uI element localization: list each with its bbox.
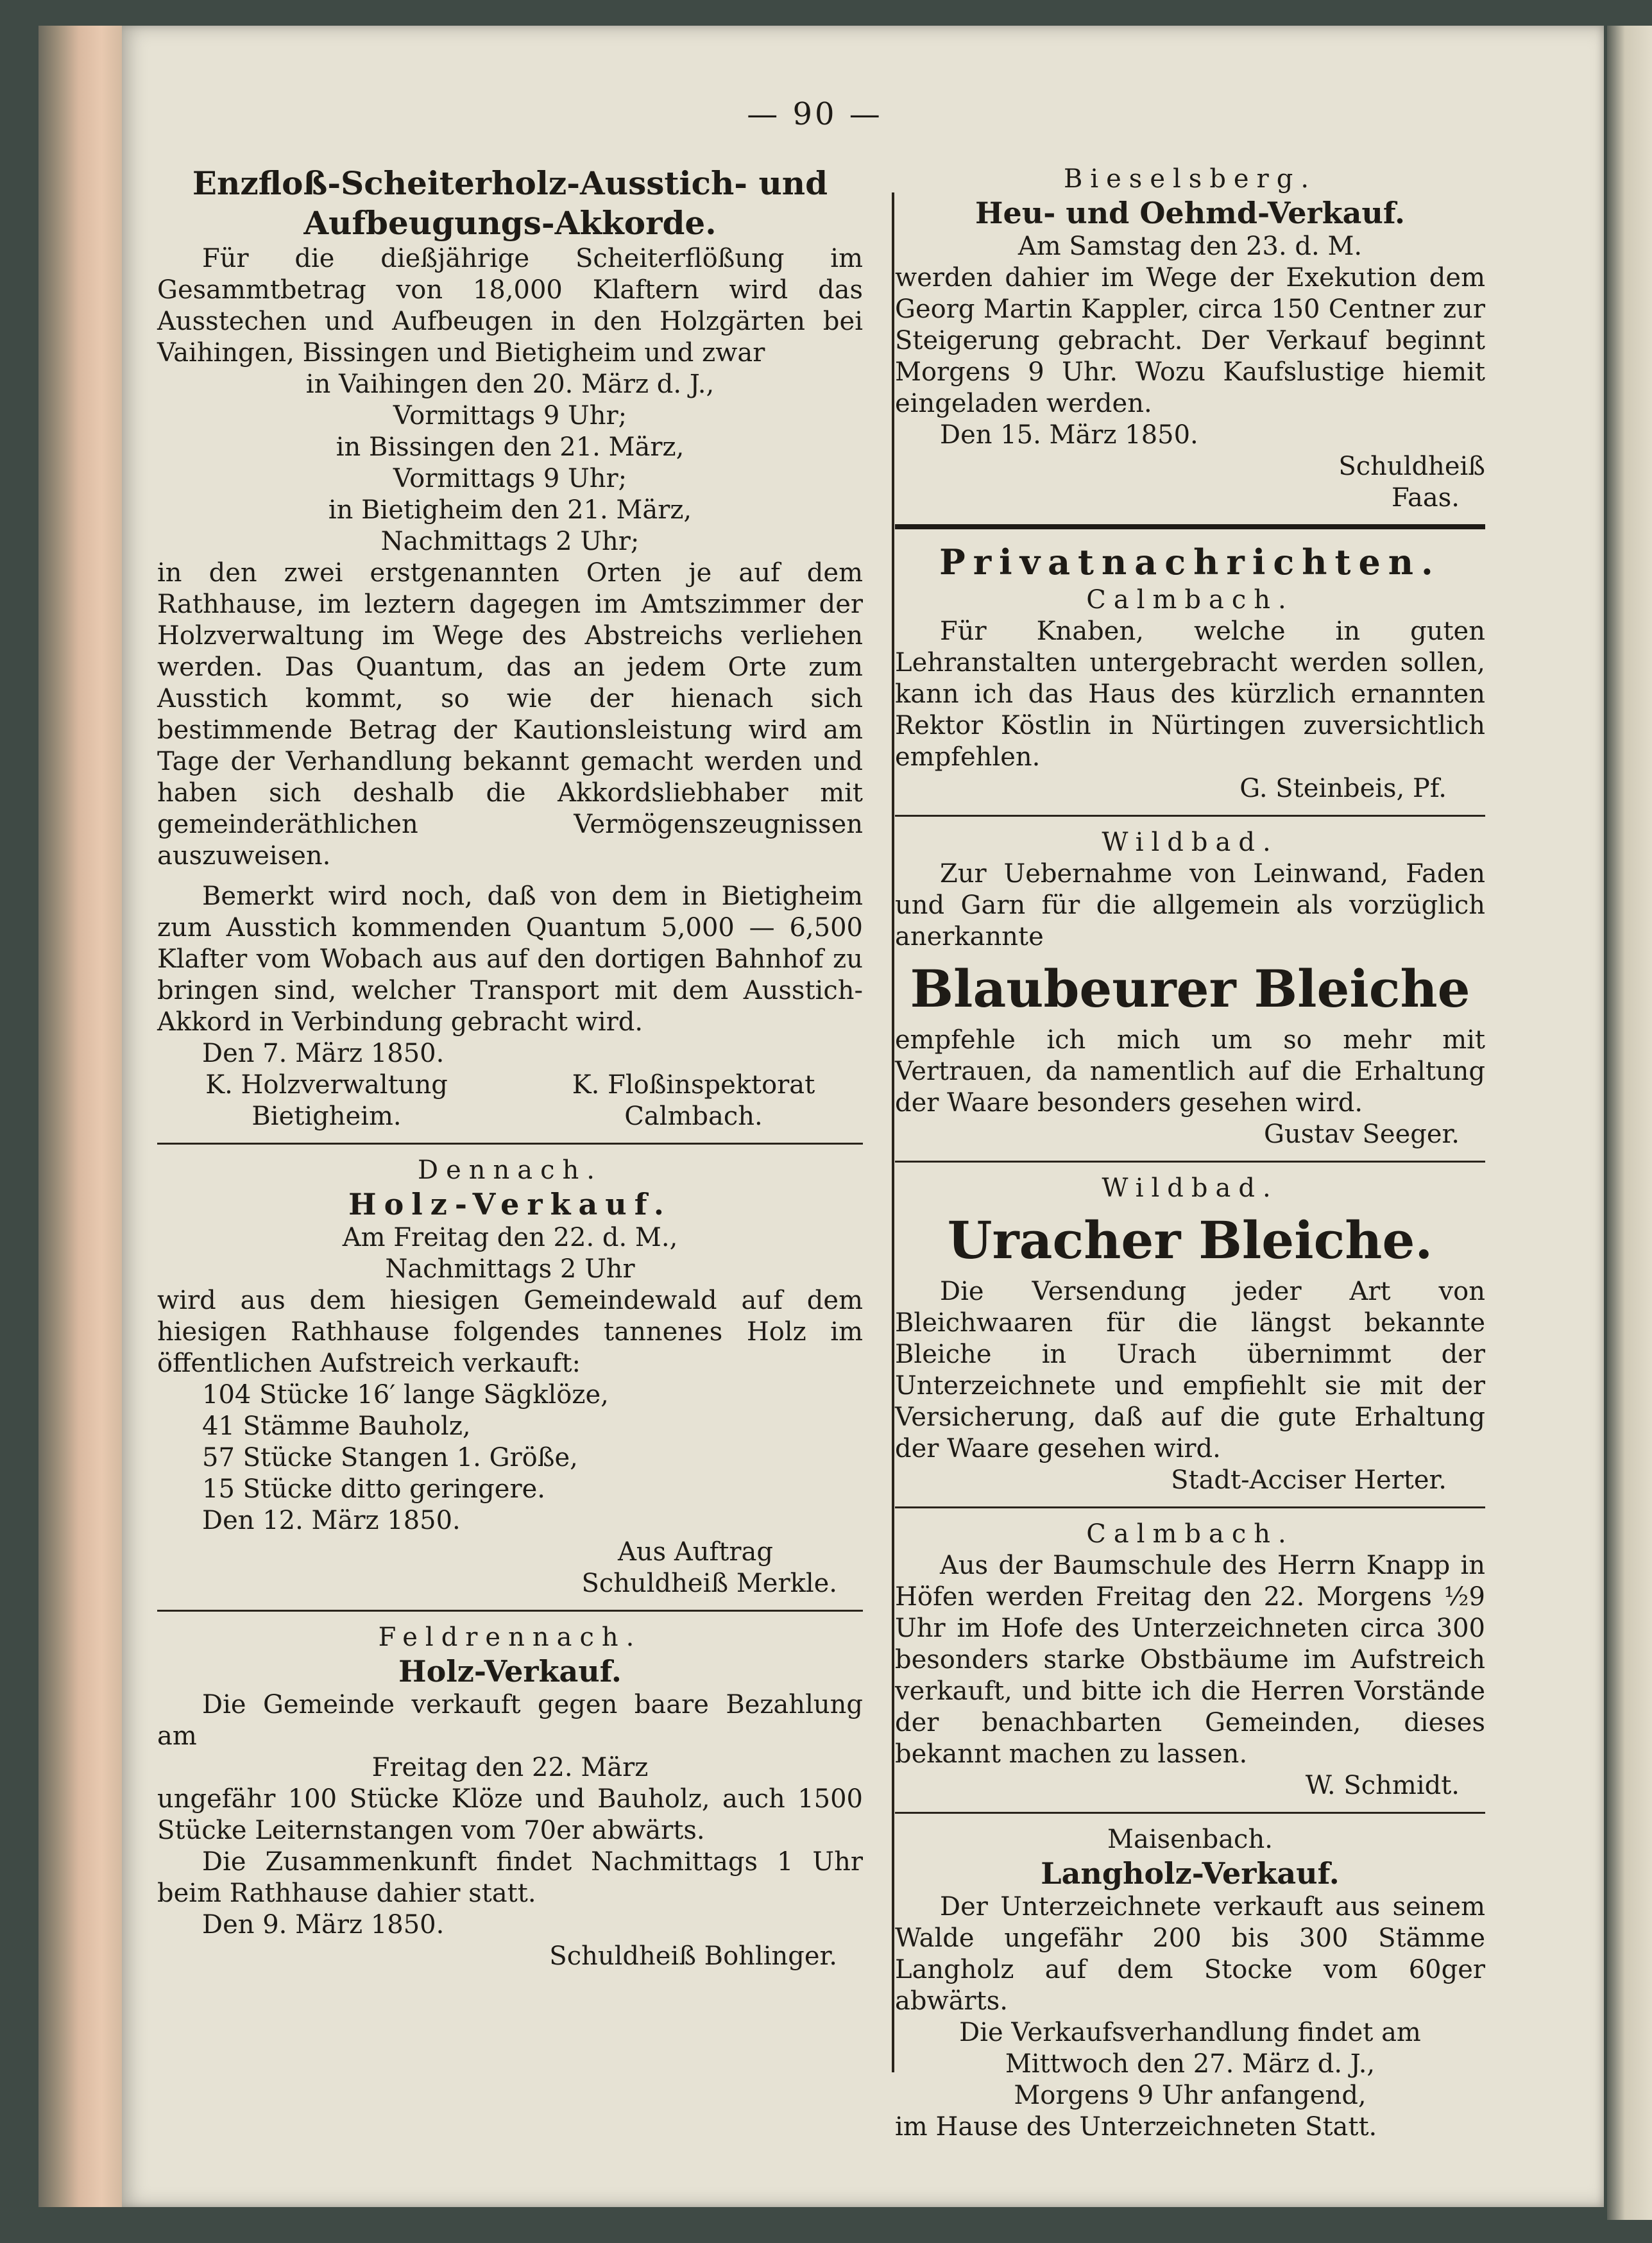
list-item: 104 Stücke 16′ lange Sägklöze, (202, 1380, 609, 1410)
schedule-line: in Bietigheim den 21. März, (328, 495, 692, 525)
notice-place: Maisenbach. (1107, 1825, 1273, 1854)
section-rule-heavy (895, 524, 1485, 529)
section-rule (895, 815, 1485, 817)
notice-date: Den 15. März 1850. (940, 420, 1198, 450)
schedule-line: Am Samstag den 23. d. M. (1018, 232, 1363, 261)
notice-bieselsberg (895, 164, 1485, 514)
signature-line: Bietigheim. (251, 1102, 402, 1131)
left-column (157, 164, 863, 1972)
signature-line: G. Steinbeis, Pf. (1239, 774, 1447, 803)
schedule-line: Nachmittags 2 Uhr (385, 1254, 635, 1284)
notice-feldrennach (157, 1622, 863, 1972)
list-item: 41 Stämme Bauholz, (202, 1411, 471, 1441)
schedule-line: Morgens 9 Uhr anfangend, (1014, 2081, 1367, 2110)
section-rule (895, 1812, 1485, 1814)
notice-date: Den 12. März 1850. (202, 1506, 461, 1535)
signature-line: Gustav Seeger. (1264, 1120, 1460, 1149)
notice-body: Für die dießjährige Scheiterflößung im Gesammtbetrag von 18,000 Klaftern wird das Ausstechen und Aufbeugen in den Holzgärten bei Vaihingen, Bissingen und Bietigheim und zwar (157, 244, 863, 368)
signature-line: Stadt-Acciser Herter. (1171, 1465, 1447, 1495)
schedule-line: Nachmittags 2 Uhr; (380, 527, 640, 556)
schedule-line: Am Freitag den 22. d. M., (342, 1223, 678, 1252)
notice-body: empfehle ich mich um so mehr mit Vertrauen, da namentlich auf die Erhaltung der Waare besonders gesehen wird. (895, 1025, 1485, 1118)
schedule-line: in Bissingen den 21. März, (336, 432, 685, 462)
signature-line: Faas. (1392, 483, 1460, 513)
notice-uracher (895, 1173, 1485, 1496)
notice-place: Calmbach. (1086, 585, 1294, 615)
notice-body: Für Knaben, welche in guten Lehranstalten untergebracht werden sollen, kann ich das Haus des kürzlich ernannten Rektor Köstlin in Nürtingen zuversichtlich empfehlen. (895, 617, 1485, 772)
schedule-line: Freitag den 22. März (371, 1753, 649, 1782)
notice-body: Die Gemeinde verkauft gegen baare Bezahlung am (157, 1690, 863, 1751)
list-item: 15 Stücke ditto geringere. (202, 1474, 545, 1504)
advert-title: Uracher Bleiche. (947, 1210, 1433, 1270)
notice-body: Der Unterzeichnete verkauft aus seinem Walde ungefähr 200 bis 300 Stämme Langholz auf dem Stocke vom 60ger abwärts. (895, 1892, 1485, 2016)
section-rule (157, 1610, 863, 1612)
notice-title: Enzfloß-Scheiterholz-Ausstich- und (192, 164, 828, 202)
schedule-line: in Vaihingen den 20. März d. J., (305, 370, 715, 399)
signature-line: Schuldheiß Merkle. (581, 1569, 837, 1598)
notice-place: Feldrennach. (378, 1623, 642, 1652)
signature-line: Schuldheiß (1338, 452, 1485, 481)
notice-body: wird aus dem hiesigen Gemeindewald auf dem hiesigen Rathhause folgendes tannenes Holz im öffentlichen Aufstreich verkauft: (157, 1286, 863, 1378)
notice-place: Dennach. (418, 1156, 602, 1185)
signature-line: K. Floßinspektorat (572, 1070, 815, 1100)
notice-signatures (157, 1070, 863, 1132)
schedule-line: im Hause des Unterzeichneten Statt. (895, 2112, 1377, 2142)
notice-calmbach-obstbaeume (895, 1519, 1485, 1802)
notice-title: Holz-Verkauf. (398, 1654, 622, 1689)
notice-title: Langholz-Verkauf. (1041, 1856, 1340, 1891)
notice-body: Bemerkt wird noch, daß von dem in Bietigheim zum Ausstich kommenden Quantum 5,000 — 6,500 Klafter vom Wobach aus auf den dortigen Bahnhof zu bringen sind, welcher Transport mit dem Ausstich-Akkord in Verbindung gebracht wird. (157, 882, 863, 1037)
notice-date: Den 7. März 1850. (202, 1039, 445, 1068)
notice-body: werden dahier im Wege der Exekution dem Georg Martin Kappler, circa 150 Centner zur Steigerung gebracht. Der Verkauf beginnt Morgens 9 Uhr. Wozu Kaufslustige hiemit eingeladen werden. (895, 263, 1485, 418)
right-column (895, 164, 1485, 2143)
notice-title: Aufbeugungs-Akkorde. (303, 204, 717, 242)
notice-maisenbach (895, 1824, 1485, 2143)
book-page-edges (38, 26, 128, 2207)
facing-page-edge (1607, 26, 1652, 2220)
section-rule (895, 1506, 1485, 1508)
signature-line: Calmbach. (624, 1102, 763, 1131)
notice-date: Den 9. März 1850. (202, 1910, 445, 1940)
signature-line: W. Schmidt. (1305, 1771, 1460, 1800)
notice-calmbach-knaben (895, 584, 1485, 805)
notice-body: in den zwei erstgenannten Orten je auf dem Rathhause, im leztern dagegen im Amtszimmer der Holzverwaltung im Wege des Abstreichs verliehen werden. Das Quantum, das an jedem Orte zum Ausstich kommt, so wie der hienach sich bestimmende Betrag der Kautionsleistung wird am Tage der Verhandlung bekannt gemacht werden und haben sich deshalb die Akkordsliebhaber mit gemeinderäthlichen Vermögenszeugnissen auszuweisen. (157, 558, 863, 871)
column-divider (892, 192, 894, 2072)
advert-title: Blaubeurer Bleiche (910, 959, 1470, 1019)
schedule-line: Vormittags 9 Uhr; (393, 401, 627, 431)
notice-body: Zur Uebernahme von Leinwand, Faden und Garn für die allgemein als vorzüglich anerkannte (895, 859, 1485, 951)
page-number: — 90 — (747, 96, 883, 132)
notice-enzfloss (157, 164, 863, 1132)
notice-body: Die Verkaufsverhandlung findet am (959, 2018, 1421, 2047)
section-rule (157, 1143, 863, 1145)
signature-line: Aus Auftrag (618, 1537, 773, 1567)
section-title: Privatnachrichten. (939, 542, 1441, 583)
notice-dennach (157, 1155, 863, 1599)
notice-place: Calmbach. (1086, 1519, 1294, 1549)
item-list (157, 1379, 863, 1505)
notice-blaubeurer (895, 827, 1485, 1150)
list-item: 57 Stücke Stangen 1. Größe, (202, 1443, 578, 1472)
section-rule (895, 1161, 1485, 1163)
notice-place: Bieselsberg. (1063, 164, 1317, 194)
notice-body: Die Versendung jeder Art von Bleichwaaren für die längst bekannte Bleiche in Urach übernimmt der Unterzeichnete und empfiehlt sie mit der Versicherung, daß auf die gute Erhaltung der Waare gesehen wird. (895, 1277, 1485, 1463)
notice-title: Heu- und Oehmd-Verkauf. (975, 196, 1405, 230)
notice-body: Die Zusammenkunft findet Nachmittags 1 Uhr beim Rathhause dahier statt. (157, 1847, 863, 1908)
notice-place: Wildbad. (1102, 1173, 1279, 1203)
signature-line: Schuldheiß Bohlinger. (549, 1941, 837, 1971)
schedule-line: Mittwoch den 27. März d. J., (1005, 2049, 1375, 2079)
notice-body: ungefähr 100 Stücke Klöze und Bauholz, auch 1500 Stücke Leiternstangen vom 70er abwärts. (157, 1784, 863, 1845)
schedule-line: Vormittags 9 Uhr; (393, 464, 627, 493)
notice-title: Holz-Verkauf. (348, 1187, 672, 1222)
notice-place: Wildbad. (1102, 828, 1279, 857)
signature-line: K. Holzverwaltung (205, 1070, 448, 1100)
notice-body: Aus der Baumschule des Herrn Knapp in Höfen werden Freitag den 22. Morgens ½9 Uhr im Hofe des Unterzeichneten circa 300 besonders starke Obstbäume im Aufstreich verkauft, und bitte ich die Herren Vorstände der benachbarten Gemeinden, dieses bekannt machen zu lassen. (895, 1551, 1485, 1769)
